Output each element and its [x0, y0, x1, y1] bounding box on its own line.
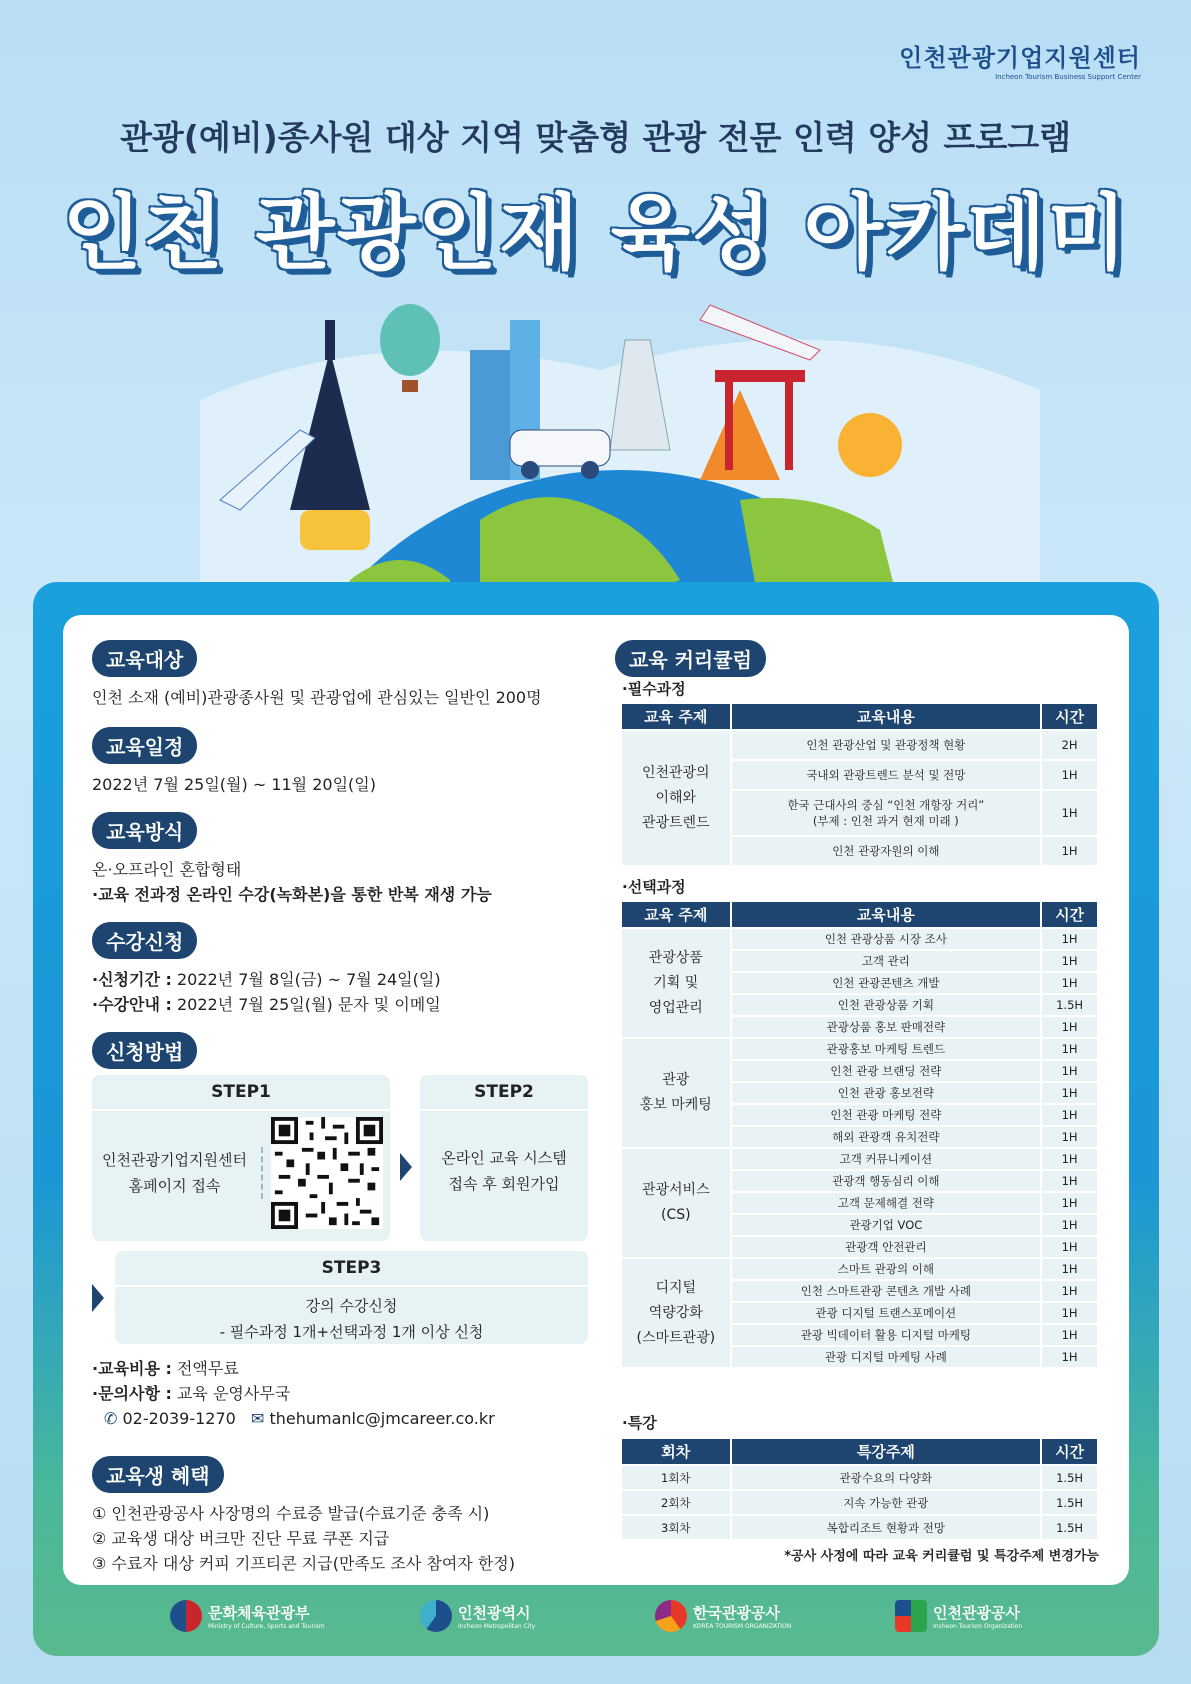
section-target — [92, 640, 542, 710]
topic-line: 역량강화 — [648, 1304, 703, 1321]
cost-label: ·교육비용 : — [92, 1359, 172, 1378]
content-cell: 관광상품 홍보 판매전략 — [731, 1016, 1042, 1038]
contact-phone[interactable]: 02-2039-1270 — [122, 1409, 236, 1428]
section-schedule — [92, 727, 376, 797]
step2-box — [420, 1075, 588, 1241]
schedule-text: 2022년 7월 25일(월) ~ 11월 20일(일) — [92, 775, 376, 794]
col-header-content: 교육내용 — [731, 703, 1042, 730]
schedule-heading: 교육일정 — [92, 727, 197, 764]
apply-notice: 2022년 7월 25일(월) 문자 및 이메일 — [171, 995, 441, 1014]
time-cell: 1H — [1041, 1082, 1098, 1104]
time-cell: 1H — [1041, 1214, 1098, 1236]
section-cost-contact — [92, 1356, 495, 1431]
benefits-heading: 교육생 혜택 — [92, 1456, 224, 1493]
content-cell: 고객 커뮤니케이션 — [731, 1148, 1042, 1170]
incheon-symbol-icon — [420, 1600, 452, 1632]
topic-line: (CS) — [661, 1207, 691, 1223]
mail-icon: ✉ — [250, 1409, 265, 1428]
center-logo-name: 인천관광기업지원센터 — [899, 44, 1141, 72]
col-header-topic: 교육 주제 — [621, 703, 731, 730]
center-logo — [899, 38, 1141, 81]
time-cell: 1H — [1041, 1038, 1098, 1060]
col-header-time: 시간 — [1041, 703, 1098, 730]
time-cell: 1H — [1041, 760, 1098, 790]
logo-ito — [895, 1600, 1022, 1632]
topic-line: 영업관리 — [648, 999, 703, 1016]
content-cell: 관광기업 VOC — [731, 1214, 1042, 1236]
time-cell: 2H — [1041, 730, 1098, 760]
step3-line2: - 필수과정 1개+선택과정 1개 이상 신청 — [219, 1323, 484, 1341]
time-cell: 1H — [1041, 928, 1098, 950]
method-line2: ·교육 전과정 온라인 수강(녹화본)을 통한 반복 재생 가능 — [92, 885, 492, 904]
topic-line: 기획 및 — [653, 974, 699, 991]
time-cell: 1H — [1041, 1236, 1098, 1258]
content-cell: 관광객 행동심리 이해 — [731, 1170, 1042, 1192]
contact-label: ·문의사항 : — [92, 1384, 172, 1403]
logo-en: Incheon Metropolitan City — [458, 1623, 536, 1630]
content-cell: 인천 관광 홍보전략 — [731, 1082, 1042, 1104]
step2-line1: 온라인 교육 시스템 — [441, 1149, 567, 1167]
time-cell: 1H — [1041, 1126, 1098, 1148]
logo-name: 문화체육관광부 — [208, 1604, 310, 1622]
topic-line: 인천관광의 — [641, 764, 710, 781]
content-cell: 인천 관광자원의 이해 — [731, 836, 1042, 866]
content-cell: 인천 관광 마케팅 전략 — [731, 1104, 1042, 1126]
topic-line: 관광상품 — [648, 949, 703, 966]
apply-period-label: ·신청기간 : — [92, 970, 172, 989]
topic-line: 관광트렌드 — [641, 814, 710, 831]
special-label: ·특강 — [622, 1414, 657, 1432]
section-method — [92, 812, 492, 907]
apply-period: 2022년 7월 8일(금) ~ 7월 24일(일) — [171, 970, 441, 989]
content-cell: 관광 빅데이터 활용 디지털 마케팅 — [731, 1324, 1042, 1346]
required-table — [620, 702, 1099, 867]
target-text: 인천 소재 (예비)관광종사원 및 관광업에 관심있는 일반인 200명 — [92, 688, 542, 707]
curriculum-note: *공사 사정에 따라 교육 커리큘럼 및 특강주제 변경가능 — [784, 1549, 1099, 1564]
step1-line1: 인천관광기업지원센터 — [102, 1151, 247, 1169]
content-cell: 고객 문제해결 전략 — [731, 1192, 1042, 1214]
target-heading: 교육대상 — [92, 640, 197, 677]
logo-en: Incheon Tourism Organization — [933, 1623, 1023, 1630]
step3-box — [115, 1251, 588, 1344]
round-cell: 1회차 — [621, 1465, 731, 1490]
step3-title: STEP3 — [115, 1251, 588, 1287]
curriculum-heading-wrap — [615, 640, 766, 677]
topic-line: 관광서비스 — [641, 1182, 710, 1198]
taegeuk-icon — [170, 1600, 202, 1632]
content-cell: 국내외 관광트렌드 분석 및 전망 — [731, 760, 1042, 790]
subject-cell: 복합리조트 현황과 전망 — [731, 1515, 1042, 1540]
content-cell: 인천 관광 브랜딩 전략 — [731, 1060, 1042, 1082]
logo-name: 한국관광공사 — [693, 1604, 780, 1622]
elective-label: ·선택과정 — [622, 878, 686, 896]
cost-value: 전액무료 — [171, 1359, 239, 1378]
topic-line: 홍보 마케팅 — [639, 1097, 712, 1113]
logo-en: Ministry of Culture, Sports and Tourism — [208, 1623, 325, 1630]
kto-symbol-icon — [655, 1600, 687, 1632]
time-cell: 1H — [1041, 1280, 1098, 1302]
content-cell: 인천 스마트관광 콘텐츠 개발 사례 — [731, 1280, 1042, 1302]
curriculum-heading: 교육 커리큘럼 — [615, 640, 766, 677]
benefit-item: ① 인천관광공사 사장명의 수료증 발급(수료기준 충족 시) — [92, 1504, 490, 1523]
content-cell: 스마트 관광의 이해 — [731, 1258, 1042, 1280]
time-cell: 1H — [1041, 950, 1098, 972]
time-cell: 1H — [1041, 1170, 1098, 1192]
step3-line1: 강의 수강신청 — [305, 1297, 398, 1315]
time-cell: 1.5H — [1041, 994, 1098, 1016]
phone-icon: ✆ — [104, 1409, 118, 1428]
col-header-topic: 교육 주제 — [621, 901, 731, 928]
subject-cell: 관광수요의 다양화 — [731, 1465, 1042, 1490]
step1-title: STEP1 — [92, 1075, 390, 1111]
topic-line: (스마트관광) — [636, 1329, 716, 1346]
round-cell: 2회차 — [621, 1490, 731, 1515]
logo-name: 인천광역시 — [458, 1604, 531, 1622]
content-subline: (부제 : 인천 과거 현재 미래 ) — [812, 814, 959, 828]
content-cell — [731, 790, 1042, 836]
qr-code-icon[interactable] — [271, 1117, 383, 1229]
col-header-time: 시간 — [1041, 901, 1098, 928]
time-cell: 1H — [1041, 1148, 1098, 1170]
time-cell: 1H — [1041, 1192, 1098, 1214]
content-line: 한국 근대사의 중심 “인천 개항장 거리” — [787, 798, 985, 812]
content-cell: 인천 관광산업 및 관광정책 현황 — [731, 730, 1042, 760]
program-subtitle: 관광(예비)종사원 대상 지역 맞춤형 관광 전문 인력 양성 프로그램 — [120, 118, 1071, 157]
topic-cell — [621, 730, 731, 866]
required-label: ·필수과정 — [622, 680, 686, 698]
contact-value: 교육 운영사무국 — [171, 1384, 291, 1403]
topic-cell — [621, 1258, 731, 1368]
content-cell: 관광객 안전관리 — [731, 1236, 1042, 1258]
time-cell: 1.5H — [1041, 1490, 1098, 1515]
logo-name: 인천관광공사 — [933, 1604, 1020, 1622]
method-line1: 온·오프라인 혼합형태 — [92, 860, 242, 879]
benefit-item: ③ 수료자 대상 커피 기프티콘 지급(만족도 조사 참여자 한정) — [92, 1554, 516, 1573]
contact-email[interactable]: thehumanlc@jmcareer.co.kr — [269, 1409, 495, 1428]
subject-cell: 지속 가능한 관광 — [731, 1490, 1042, 1515]
time-cell: 1H — [1041, 1104, 1098, 1126]
col-header-time: 시간 — [1041, 1438, 1098, 1465]
topic-line: 디지털 — [655, 1279, 697, 1296]
col-header-subject: 특강주제 — [731, 1438, 1042, 1465]
method-heading: 교육방식 — [92, 812, 197, 849]
content-cell: 고객 관리 — [731, 950, 1042, 972]
time-cell: 1H — [1041, 1346, 1098, 1368]
col-header-round: 회차 — [621, 1438, 731, 1465]
topic-line: 이해와 — [655, 789, 697, 806]
logo-kto — [655, 1600, 791, 1632]
time-cell: 1H — [1041, 972, 1098, 994]
step2-line2: 접속 후 회원가입 — [448, 1175, 560, 1193]
ito-symbol-icon — [895, 1600, 927, 1632]
arrow-right-icon — [92, 1284, 104, 1312]
time-cell: 1H — [1041, 836, 1098, 866]
time-cell: 1H — [1041, 1302, 1098, 1324]
topic-line: 관광 — [662, 1072, 690, 1088]
topic-cell — [621, 1148, 731, 1258]
travel-illustration — [180, 280, 1060, 610]
section-apply — [92, 922, 441, 1017]
round-cell: 3회차 — [621, 1515, 731, 1540]
content-cell: 관광 디지털 마케팅 사례 — [731, 1346, 1042, 1368]
apply-heading: 수강신청 — [92, 922, 197, 959]
step2-title: STEP2 — [420, 1075, 588, 1111]
program-title: 인천 관광인재 육성 아카데미 — [62, 186, 1129, 281]
logo-mcst — [170, 1600, 325, 1632]
content-cell: 관광홍보 마케팅 트렌드 — [731, 1038, 1042, 1060]
arrow-right-icon — [400, 1153, 412, 1181]
time-cell: 1H — [1041, 1016, 1098, 1038]
content-cell: 해외 관광객 유치전략 — [731, 1126, 1042, 1148]
howto-heading: 신청방법 — [92, 1032, 197, 1069]
logo-incheon-city — [420, 1600, 535, 1632]
step1-box — [92, 1075, 390, 1241]
topic-cell — [621, 928, 731, 1038]
content-cell: 인천 관광상품 시장 조사 — [731, 928, 1042, 950]
elective-table — [620, 900, 1099, 1369]
content-cell: 관광 디지털 트랜스포메이션 — [731, 1302, 1042, 1324]
step1-line2: 홈페이지 접속 — [128, 1177, 221, 1195]
howto-heading-wrap — [92, 1032, 197, 1069]
section-benefits — [92, 1456, 515, 1576]
time-cell: 1H — [1041, 1258, 1098, 1280]
special-table — [620, 1437, 1099, 1541]
apply-notice-label: ·수강안내 : — [92, 995, 172, 1014]
time-cell: 1H — [1041, 790, 1098, 836]
time-cell: 1H — [1041, 1324, 1098, 1346]
center-logo-sub: Incheon Tourism Business Support Center — [995, 73, 1141, 81]
time-cell: 1.5H — [1041, 1465, 1098, 1490]
time-cell: 1.5H — [1041, 1515, 1098, 1540]
benefit-item: ② 교육생 대상 버크만 진단 무료 쿠폰 지급 — [92, 1529, 390, 1548]
content-cell: 인천 관광콘텐츠 개발 — [731, 972, 1042, 994]
content-cell: 인천 관광상품 기획 — [731, 994, 1042, 1016]
logo-en: KOREA TOURISM ORGANIZATION — [693, 1623, 792, 1630]
time-cell: 1H — [1041, 1060, 1098, 1082]
col-header-content: 교육내용 — [731, 901, 1042, 928]
topic-cell — [621, 1038, 731, 1148]
